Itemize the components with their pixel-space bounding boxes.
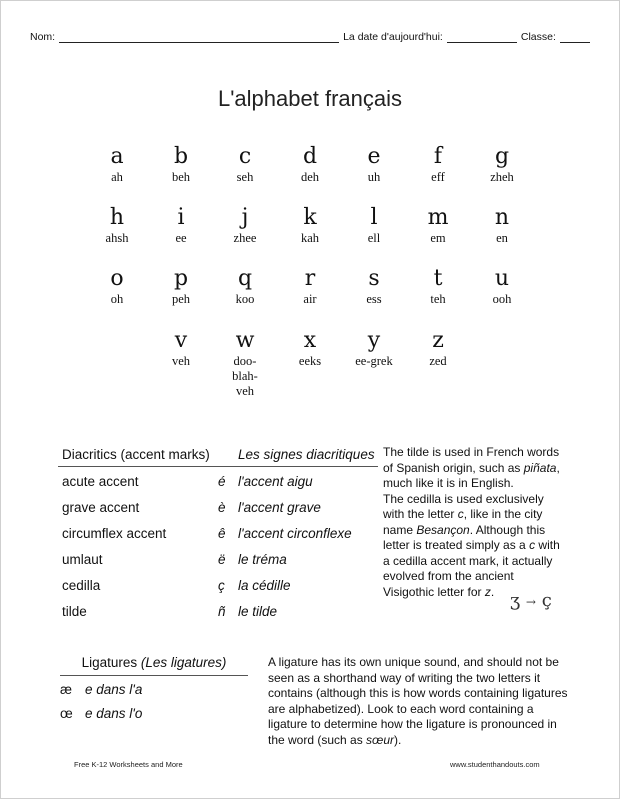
letter-cell: [87, 207, 147, 246]
ligature-fr: e dans l'o: [85, 706, 143, 721]
alphabet-letter: d: [302, 144, 318, 169]
letter-cell: [344, 268, 404, 307]
letter-pronunciation: em: [430, 231, 446, 245]
date-label: La date d'aujourd'hui:: [343, 31, 443, 43]
alphabet-letter: e: [367, 144, 381, 169]
diacritic-fr: le tréma: [238, 552, 287, 567]
student-info-header: [30, 31, 594, 43]
note-emphasis: sœur: [366, 732, 395, 747]
alphabet-letter: q: [237, 266, 253, 291]
diacritics-header-en: Diacritics (accent marks): [62, 447, 210, 462]
ligature-note: [268, 655, 568, 748]
letter-cell: [87, 268, 147, 307]
letter-pronunciation: seh: [236, 170, 254, 184]
alphabet-letter: h: [109, 205, 125, 230]
alphabet-letter: r: [304, 266, 316, 291]
diacritic-en: cedilla: [62, 578, 101, 593]
letter-cell: [215, 330, 275, 399]
letter-pronunciation: zed: [429, 354, 447, 368]
ligature-char: æ: [60, 682, 73, 697]
alphabet-letter: b: [173, 144, 189, 169]
letter-pronunciation: ee: [175, 231, 187, 245]
diacritic-en: acute accent: [62, 474, 139, 489]
note-text: .: [490, 584, 495, 599]
letter-pronunciation: kah: [300, 231, 320, 245]
note-text: The cedilla is used exclusively with the letter: [383, 491, 544, 521]
diacritic-char: è: [218, 500, 226, 515]
letter-cell: [408, 268, 468, 307]
note-text: The tilde is used in French words of Spanish origin, such as: [383, 445, 560, 475]
letter-pronunciation: beh: [171, 170, 191, 184]
name-line: [59, 32, 339, 43]
alphabet-letter: f: [433, 144, 443, 169]
ligature-fr: e dans l'a: [85, 682, 143, 697]
diacritic-en: circumflex accent: [62, 526, 167, 541]
note-emphasis: Besançon: [416, 522, 470, 537]
diacritic-fr: le tilde: [238, 604, 278, 619]
diacritic-row: [58, 552, 378, 578]
note-emphasis: z: [484, 584, 491, 599]
letter-pronunciation: deh: [300, 170, 320, 184]
letter-pronunciation: doo-blah-veh: [232, 354, 258, 398]
alphabet-letter: p: [173, 266, 189, 291]
date-line: [447, 32, 517, 43]
diacritic-row: [58, 474, 378, 500]
letter-pronunciation: ell: [367, 231, 381, 245]
note-text: ).: [394, 732, 402, 747]
alphabet-letter: a: [110, 144, 124, 169]
page-title: L'alphabet français: [218, 86, 402, 111]
alphabet-letter: i: [177, 205, 185, 230]
alphabet-letter: y: [367, 328, 381, 353]
footer-website[interactable]: www.studenthandouts.com: [450, 760, 540, 769]
diacritic-en: grave accent: [62, 500, 140, 515]
diacritic-row: [58, 604, 378, 630]
diacritics-header: [58, 446, 378, 467]
ligatures-header-en: Ligatures: [81, 655, 141, 670]
note-emphasis: piñata: [523, 460, 557, 475]
letter-pronunciation: zheh: [490, 170, 514, 184]
letter-cell: [280, 146, 340, 185]
class-label: Classe:: [520, 31, 556, 43]
letter-pronunciation: en: [496, 231, 508, 245]
cedilla-evolution-figure: [510, 590, 552, 611]
letter-cell: [472, 207, 532, 246]
alphabet-letter: x: [303, 328, 317, 353]
arrow-icon: →: [525, 595, 536, 609]
letter-cell: [151, 146, 211, 185]
letter-cell: [280, 207, 340, 246]
note-emphasis: c: [457, 507, 464, 521]
diacritic-char: ë: [218, 552, 226, 567]
alphabet-letter: j: [241, 205, 249, 230]
tilde-cedilla-note: [383, 445, 563, 600]
ligature-char: œ: [60, 706, 73, 721]
letter-pronunciation: ah: [111, 170, 123, 184]
diacritic-row: [58, 578, 378, 604]
letter-pronunciation: teh: [430, 292, 446, 306]
diacritic-fr: l'accent aigu: [238, 474, 313, 489]
diacritic-char: ê: [218, 526, 226, 541]
note-text: , much like it is in English.: [383, 460, 560, 490]
letter-pronunciation: uh: [367, 170, 381, 184]
alphabet-letter: s: [368, 266, 380, 291]
letter-pronunciation: ess: [366, 292, 382, 306]
letter-pronunciation: peh: [171, 292, 191, 306]
alphabet-letter: k: [303, 205, 317, 230]
ligatures-header-fr: (Les ligatures): [140, 655, 227, 670]
note-emphasis: c: [529, 538, 536, 552]
note-text: , like in the city name: [383, 507, 543, 537]
name-label: Nom:: [30, 31, 56, 43]
letter-pronunciation: zhee: [233, 231, 257, 245]
note-text: . Although this letter is treated simply as a: [383, 522, 546, 552]
diacritic-char: ç: [218, 578, 225, 593]
alphabet-letter: z: [432, 328, 444, 353]
diacritic-row: [58, 500, 378, 526]
diacritics-header-fr: Les signes diacritiques: [238, 447, 375, 462]
letter-cell: [215, 146, 275, 185]
visigothic-z-glyph: ʒ: [510, 590, 521, 611]
class-line: [560, 32, 590, 43]
letter-pronunciation: veh: [171, 354, 191, 368]
letter-cell: [408, 330, 468, 369]
letter-pronunciation: eff: [431, 170, 445, 184]
letter-cell: [344, 330, 404, 369]
letter-cell: [472, 268, 532, 307]
alphabet-letter: n: [494, 205, 510, 230]
letter-cell: [344, 207, 404, 246]
alphabet-letter: g: [494, 144, 510, 169]
footer-left: Free K-12 Worksheets and More: [74, 760, 183, 769]
diacritic-en: tilde: [62, 604, 87, 619]
letter-cell: [215, 207, 275, 246]
letter-pronunciation: eeks: [298, 354, 322, 368]
letter-cell: [151, 268, 211, 307]
diacritic-en: umlaut: [62, 552, 103, 567]
alphabet-letter: o: [110, 266, 124, 291]
letter-cell: [215, 268, 275, 307]
ligatures-header: [60, 655, 248, 676]
alphabet-letter: m: [427, 205, 449, 230]
letter-cell: [151, 330, 211, 369]
letter-pronunciation: ooh: [492, 292, 512, 306]
diacritic-fr: la cédille: [238, 578, 291, 593]
alphabet-letter: w: [235, 328, 255, 353]
note-text: A ligature has its own unique sound, and should not be seen as a shorthand way of writing the two letters it contains (although this is how words containing ligatures are alphabetized). Look to each word containing a ligature to determine how the ligature is pronounced in the word (such as: [268, 655, 568, 747]
letter-cell: [87, 146, 147, 185]
alphabet-letter: u: [494, 266, 510, 291]
diacritic-row: [58, 526, 378, 552]
alphabet-letter: l: [370, 205, 378, 230]
alphabet-letter: t: [433, 266, 443, 291]
letter-cell: [280, 268, 340, 307]
diacritic-char: ñ: [218, 604, 226, 619]
letter-cell: [344, 146, 404, 185]
alphabet-letter: c: [238, 144, 252, 169]
letter-cell: [280, 330, 340, 369]
letter-cell: [151, 207, 211, 246]
note-text: with a cedilla accent mark, it actually evolved from the ancient Visigothic letter for: [383, 538, 560, 599]
diacritic-char: é: [218, 474, 226, 489]
letter-cell: [408, 207, 468, 246]
letter-pronunciation: air: [303, 292, 317, 306]
letter-cell: [408, 146, 468, 185]
diacritic-fr: l'accent circonflexe: [238, 526, 352, 541]
letter-pronunciation: oh: [110, 292, 124, 306]
letter-pronunciation: ee-grek: [355, 354, 393, 368]
c-cedilla-glyph: ç: [541, 590, 552, 611]
letter-pronunciation: ahsh: [105, 231, 129, 245]
letter-pronunciation: koo: [235, 292, 255, 306]
alphabet-letter: v: [174, 328, 188, 353]
letter-cell: [472, 146, 532, 185]
diacritic-fr: l'accent grave: [238, 500, 321, 515]
